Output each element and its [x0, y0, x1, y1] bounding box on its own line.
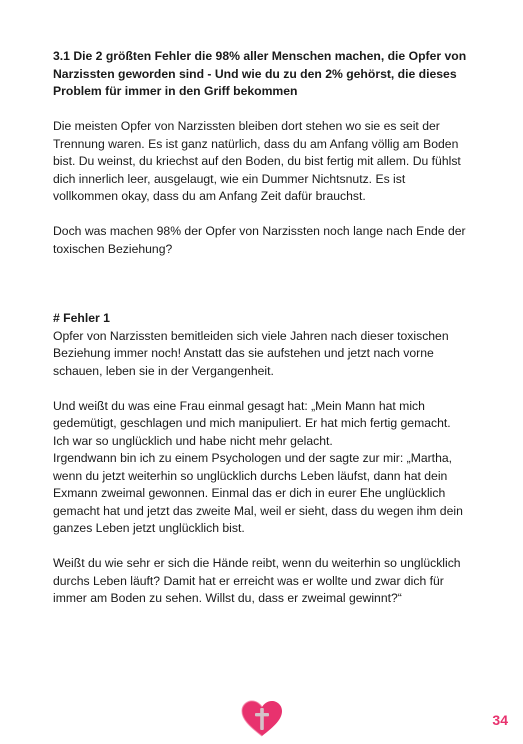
text-line: Beziehung immer noch! Anstatt das sie aufstehen und jetzt nach vorne	[53, 346, 434, 360]
text-line: Opfer von Narzissten bemitleiden sich viele Jahren nach dieser toxischen	[53, 328, 449, 343]
question-paragraph	[53, 223, 483, 258]
page-content	[53, 48, 483, 608]
text-line: ganzes Leben jetzt unglücklich bist.	[53, 521, 245, 535]
text-line: Ich war so unglücklich und habe nicht mehr gelacht.	[53, 433, 333, 448]
spacer	[53, 538, 483, 556]
fehler-paragraph	[53, 328, 483, 381]
text-line: Irgendwann bin ich zu einem Psychologen und der sagte zur mir: „Martha,	[53, 451, 453, 465]
fehler-heading: # Fehler 1	[53, 311, 110, 325]
text-line: wenn du jetzt weiterhin so unglücklich durchs Leben läufst, dann hat dein	[53, 468, 448, 483]
heart-cross-icon	[241, 700, 283, 738]
text-line: Die meisten Opfer von Narzissten bleiben dort stehen wo sie es seit der	[53, 119, 440, 133]
text-line: immer am Boden zu sehen. Willst du, dass er zweimal gewinnt?“	[53, 591, 402, 605]
text-line: Weißt du wie sehr er sich die Hände reibt, wenn du weiterhin so unglücklich	[53, 556, 461, 570]
heading-line: Narzissten geworden sind - Und wie du zu den 2% gehörst, die dieses	[53, 66, 457, 81]
spacer	[53, 101, 483, 119]
page-number: 34	[492, 712, 508, 728]
text-line: Und weißt du was eine Frau einmal gesagt hat: „Mein Mann hat mich	[53, 398, 425, 413]
intro-paragraph	[53, 118, 483, 206]
spacer	[53, 380, 483, 398]
text-line: Trennung waren. Es ist ganz natürlich, dass du am Anfang völlig am Boden	[53, 136, 459, 151]
text-line: toxischen Beziehung?	[53, 241, 173, 256]
text-line: Doch was machen 98% der Opfer von Narzissten noch lange nach Ende der	[53, 224, 466, 238]
heading-line: Problem für immer in den Griff bekommen	[53, 84, 298, 98]
spacer	[53, 258, 483, 310]
text-line: gemacht hat und jetzt das zweite Mal, weil er sieht, dass du wegen ihm dein	[53, 503, 463, 518]
text-line: Exmann zweimal gewonnen. Einmal das er dich in eurer Ehe unglücklich	[53, 486, 446, 500]
story-paragraph	[53, 398, 483, 538]
text-line: schauen, leben sie in der Vergangenheit.	[53, 363, 274, 378]
text-line: dich innerlich leer, ausgelaugt, wie ein Dummer Nichtsnutz. Es ist	[53, 171, 406, 186]
closing-paragraph	[53, 555, 483, 608]
text-line: gedemütigt, geschlagen und mich manipuliert. Er hat mich fertig gemacht.	[53, 416, 451, 430]
section-heading	[53, 48, 483, 101]
text-line: durchs Leben läuft? Damit hat er erreicht was er wollte und zwar dich für	[53, 573, 444, 588]
spacer	[53, 206, 483, 224]
heading-line: 3.1 Die 2 größten Fehler die 98% aller Menschen machen, die Opfer von	[53, 49, 467, 63]
text-line: vollkommen okay, dass du am Anfang Zeit dafür brauchst.	[53, 189, 366, 203]
text-line: bist. Du weinst, du kriechst auf den Boden, du bist fertig mit allem. Du fühlst	[53, 154, 461, 168]
